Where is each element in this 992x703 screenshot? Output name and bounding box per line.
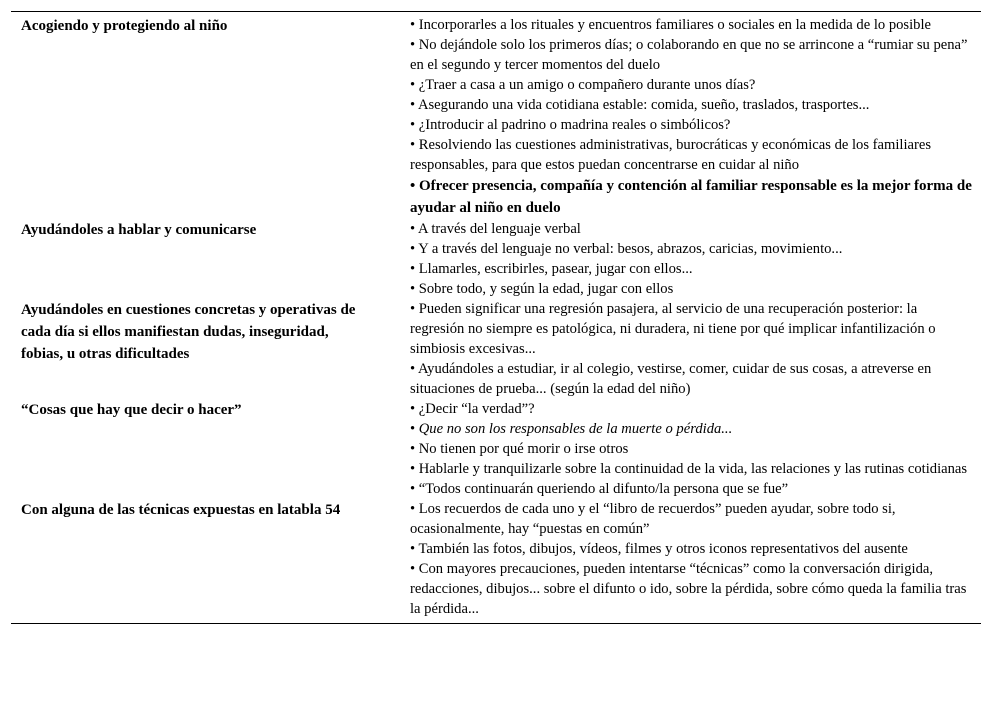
list-item: • Que no son los responsables de la muerte o pérdida... — [410, 421, 733, 437]
row-title-line: Acogiendo y protegiendo al niño — [21, 18, 228, 34]
list-item: • Sobre todo, y según la edad, jugar con ellos — [410, 281, 674, 297]
list-item: • Los recuerdos de cada uno y el “libro de recuerdos” pueden ayudar, sobre todo si, ocasionalmente, hay “puestas en común” — [410, 501, 896, 537]
row-title-line: Con alguna de las técnicas expuestas en latabla 54 — [21, 502, 341, 518]
list-item: • Resolviendo las cuestiones administrativas, burocráticas y económicas de los familiares responsables, para que estos puedan concentrarse en cuidar al niño — [410, 137, 932, 173]
list-item: • Con mayores precauciones, pueden intentarse “técnicas” como la conversación dirigida, redacciones, dibujos... sobre el difunto o ido, sobre la pérdida, sobre cómo queda la familia tras la pérdida... — [410, 561, 967, 617]
list-item: • No tienen por qué morir o irse otros — [410, 441, 629, 457]
list-item: • “Todos continuarán queriendo al difunto/la persona que se fue” — [410, 481, 789, 497]
row-items — [410, 219, 981, 299]
list-item: • ¿Decir “la verdad”? — [410, 401, 535, 417]
table-row — [11, 499, 981, 623]
row-title — [11, 15, 410, 219]
row-title-line: “Cosas que hay que decir o hacer” — [21, 402, 242, 418]
list-item: • Hablarle y tranquilizarle sobre la continuidad de la vida, las relaciones y las rutinas cotidianas — [410, 461, 968, 477]
row-items — [410, 499, 981, 619]
row-title — [11, 219, 410, 299]
row-title — [11, 399, 410, 499]
list-item: • No dejándole solo los primeros días; o colaborando en que no se arrincone a “rumiar su pena” en el segundo y tercer momentos del duelo — [410, 37, 968, 73]
strategies-table — [11, 11, 981, 624]
row-title-line: cada día si ellos manifiestan dudas, inseguridad, — [21, 324, 329, 340]
row-title-line: Ayudándoles a hablar y comunicarse — [21, 222, 257, 238]
row-items — [410, 299, 981, 399]
table-row — [11, 299, 981, 399]
row-items — [410, 15, 981, 219]
row-title — [11, 299, 410, 399]
list-item-highlight: • Ofrecer presencia, compañía y contención al familiar responsable es la mejor forma de ayudar al niño en duelo — [410, 178, 972, 216]
list-item: • Incorporarles a los rituales y encuentros familiares o sociales en la medida de lo posible — [410, 17, 931, 33]
row-title-line: Ayudándoles en cuestiones concretas y operativas de — [21, 302, 356, 318]
table-row — [11, 12, 981, 219]
list-item: • Ayudándoles a estudiar, ir al colegio, vestirse, comer, cuidar de sus cosas, a atreverse en situaciones de prueba... (según la edad del niño) — [410, 361, 932, 397]
list-item: • ¿Traer a casa a un amigo o compañero durante unos días? — [410, 77, 756, 93]
table-row — [11, 399, 981, 499]
list-item: • Asegurando una vida cotidiana estable: comida, sueño, traslados, trasportes... — [410, 97, 870, 113]
list-item: • A través del lenguaje verbal — [410, 221, 581, 237]
list-item: • ¿Introducir al padrino o madrina reales o simbólicos? — [410, 117, 731, 133]
list-item: • Pueden significar una regresión pasajera, al servicio de una recuperación posterior: la regresión no siempre es patológica, ni duradera, ni tiene por qué implicar infantilización o simbiosis excesivas... — [410, 301, 936, 357]
list-item: • Llamarles, escribirles, pasear, jugar con ellos... — [410, 261, 693, 277]
row-items — [410, 399, 981, 499]
row-title — [11, 499, 410, 619]
list-item: • Y a través del lenguaje no verbal: besos, abrazos, caricias, movimiento... — [410, 241, 843, 257]
list-item: • También las fotos, dibujos, vídeos, filmes y otros iconos representativos del ausente — [410, 541, 908, 557]
row-title-line: fobias, u otras dificultades — [21, 346, 190, 362]
table-row — [11, 219, 981, 299]
